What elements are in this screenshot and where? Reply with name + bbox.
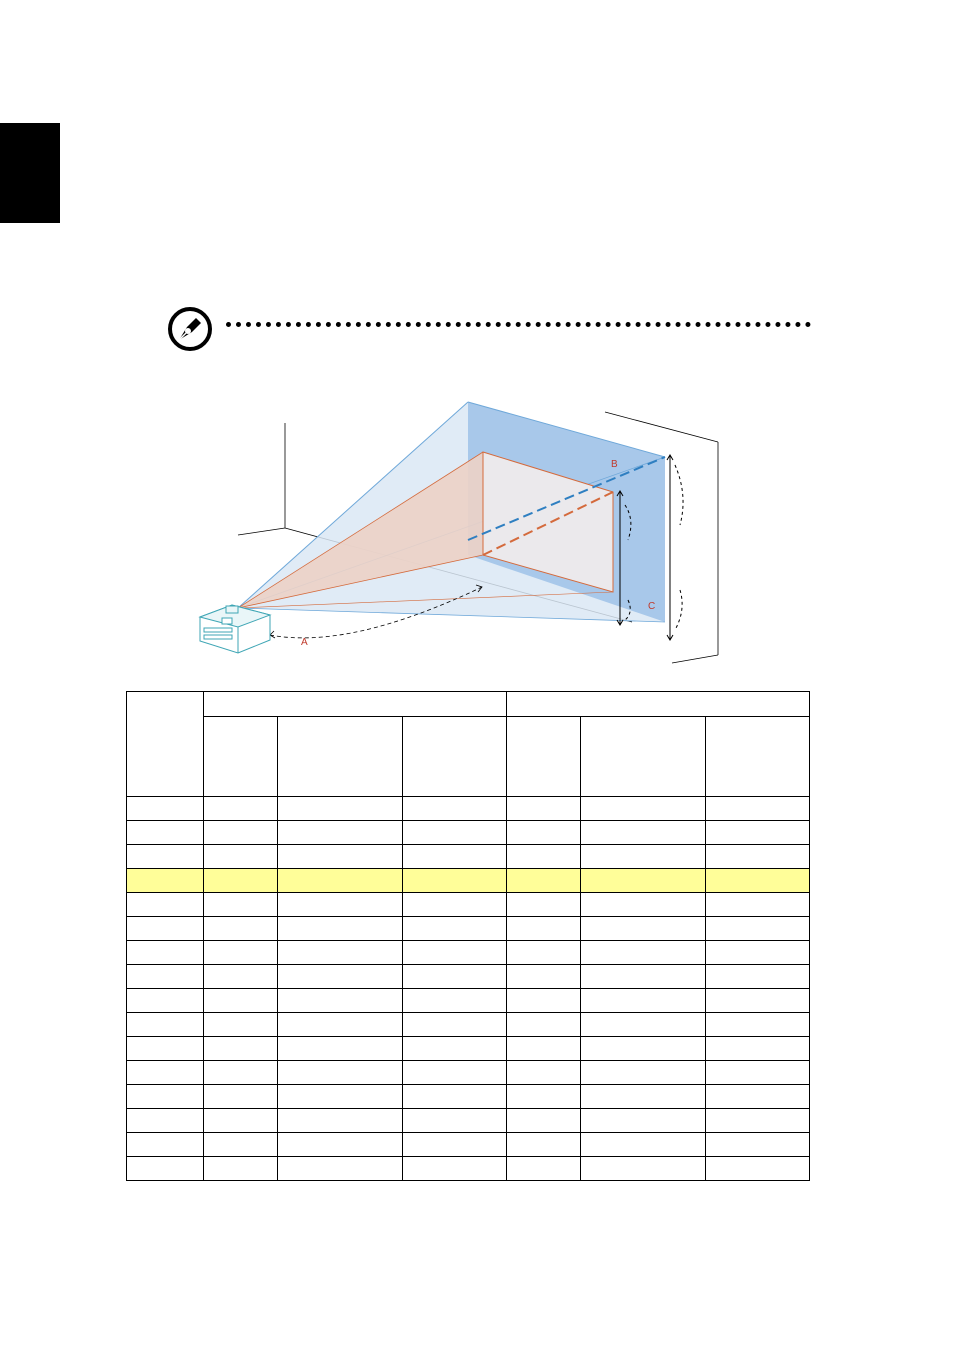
table-cell (278, 797, 403, 821)
table-cell (204, 893, 278, 917)
table-cell (403, 917, 507, 941)
table-cell (581, 1037, 706, 1061)
table-cell (278, 917, 403, 941)
table-cell (706, 1109, 810, 1133)
table-cell (706, 845, 810, 869)
table-cell (706, 1013, 810, 1037)
group-header-cell (204, 692, 507, 717)
table-cell (204, 845, 278, 869)
table-cell (278, 869, 403, 893)
sub-header-cell (507, 717, 581, 797)
table-cell (278, 1133, 403, 1157)
table-cell (127, 797, 204, 821)
table-cell (204, 1013, 278, 1037)
table-row (127, 1085, 810, 1109)
table-cell (507, 1013, 581, 1037)
table-cell (278, 821, 403, 845)
table-cell (127, 965, 204, 989)
table-cell (581, 797, 706, 821)
projector-icon (200, 605, 270, 653)
table-cell (127, 1157, 204, 1181)
note-pen-icon (166, 305, 214, 353)
table-cell (403, 1013, 507, 1037)
table-cell (127, 821, 204, 845)
table-row (127, 917, 810, 941)
table-cell (581, 941, 706, 965)
table-cell (204, 989, 278, 1013)
note-divider (226, 322, 811, 327)
table-row (127, 1133, 810, 1157)
projection-spec-table (126, 691, 810, 1181)
table-cell (581, 965, 706, 989)
table-row (127, 941, 810, 965)
table-cell (706, 869, 810, 893)
table-cell (706, 1037, 810, 1061)
table-cell (278, 1085, 403, 1109)
table-cell (706, 965, 810, 989)
table-cell (706, 1157, 810, 1181)
table-cell (403, 1157, 507, 1181)
table-cell (127, 869, 204, 893)
table-cell (507, 1109, 581, 1133)
table-cell (507, 941, 581, 965)
sub-header-cell (581, 717, 706, 797)
table-row (127, 965, 810, 989)
table-cell (278, 965, 403, 989)
table-cell (507, 821, 581, 845)
table-cell (127, 989, 204, 1013)
table-cell (403, 1085, 507, 1109)
table-cell (278, 1013, 403, 1037)
table-cell (403, 821, 507, 845)
table-cell (278, 1157, 403, 1181)
table-cell (204, 797, 278, 821)
table-cell (706, 1133, 810, 1157)
table-cell (581, 1133, 706, 1157)
table-cell (278, 1037, 403, 1061)
table-cell (403, 1133, 507, 1157)
table-row (127, 845, 810, 869)
table-cell (581, 1085, 706, 1109)
sub-header-cell (403, 717, 507, 797)
table-cell (706, 989, 810, 1013)
table-cell (581, 1157, 706, 1181)
table-cell (507, 1085, 581, 1109)
table-cell (507, 1133, 581, 1157)
table-row (127, 893, 810, 917)
table-row (127, 1061, 810, 1085)
table-cell (581, 1109, 706, 1133)
table-cell (403, 869, 507, 893)
table-cell (204, 821, 278, 845)
table-cell (127, 1013, 204, 1037)
table-cell (507, 965, 581, 989)
table-cell (581, 917, 706, 941)
table-cell (581, 845, 706, 869)
table-cell (127, 1037, 204, 1061)
table-cell (706, 797, 810, 821)
table-cell (278, 1061, 403, 1085)
table-cell (581, 1061, 706, 1085)
table-cell (127, 1061, 204, 1085)
sub-header-cell (278, 717, 403, 797)
table-row (127, 1013, 810, 1037)
table-cell (127, 1109, 204, 1133)
table-cell (706, 941, 810, 965)
table-cell (507, 1037, 581, 1061)
table-cell (581, 821, 706, 845)
table-cell (507, 869, 581, 893)
table-cell (204, 1037, 278, 1061)
table-row (127, 821, 810, 845)
table-cell (278, 893, 403, 917)
table-group-header-row (127, 692, 810, 717)
table-cell (403, 1037, 507, 1061)
table-cell (127, 917, 204, 941)
table-cell (204, 1061, 278, 1085)
table-cell (706, 893, 810, 917)
table-cell (278, 845, 403, 869)
table-cell (127, 893, 204, 917)
table-cell (204, 1157, 278, 1181)
table-cell (706, 1061, 810, 1085)
label-b: B (611, 459, 618, 470)
table-cell (403, 1109, 507, 1133)
table-sub-header-row (127, 717, 810, 797)
table-cell (706, 821, 810, 845)
label-a: A (301, 637, 308, 648)
table-cell (507, 893, 581, 917)
table-cell (507, 797, 581, 821)
table-cell (581, 869, 706, 893)
table-cell (127, 845, 204, 869)
table-cell (204, 1085, 278, 1109)
table-row (127, 1109, 810, 1133)
table-cell (581, 1013, 706, 1037)
table-cell (127, 1133, 204, 1157)
sub-header-cell (204, 717, 278, 797)
table-cell (507, 1061, 581, 1085)
table-cell (507, 1157, 581, 1181)
table-corner-cell (127, 692, 204, 797)
table-cell (403, 1061, 507, 1085)
table-cell (403, 893, 507, 917)
table-cell (204, 917, 278, 941)
table-cell (507, 989, 581, 1013)
table-row (127, 1157, 810, 1181)
table-cell (581, 989, 706, 1013)
table-row (127, 797, 810, 821)
table-cell (278, 1109, 403, 1133)
table-row (127, 869, 810, 893)
projection-distance-diagram (190, 395, 740, 670)
label-c: C (648, 601, 656, 612)
table-cell (204, 941, 278, 965)
table-cell (507, 845, 581, 869)
table-cell (403, 797, 507, 821)
table-cell (204, 1133, 278, 1157)
group-header-cell (507, 692, 810, 717)
table-cell (204, 965, 278, 989)
language-side-tab (0, 123, 60, 223)
table-cell (507, 917, 581, 941)
table-cell (127, 1085, 204, 1109)
table-cell (581, 893, 706, 917)
table-cell (403, 965, 507, 989)
table-cell (403, 845, 507, 869)
table-cell (278, 941, 403, 965)
table-cell (403, 941, 507, 965)
table-cell (706, 917, 810, 941)
table-cell (127, 941, 204, 965)
table-row (127, 989, 810, 1013)
table-cell (706, 1085, 810, 1109)
table-cell (204, 869, 278, 893)
table-cell (278, 989, 403, 1013)
table-cell (204, 1109, 278, 1133)
sub-header-cell (706, 717, 810, 797)
table-cell (403, 989, 507, 1013)
table-row (127, 1037, 810, 1061)
